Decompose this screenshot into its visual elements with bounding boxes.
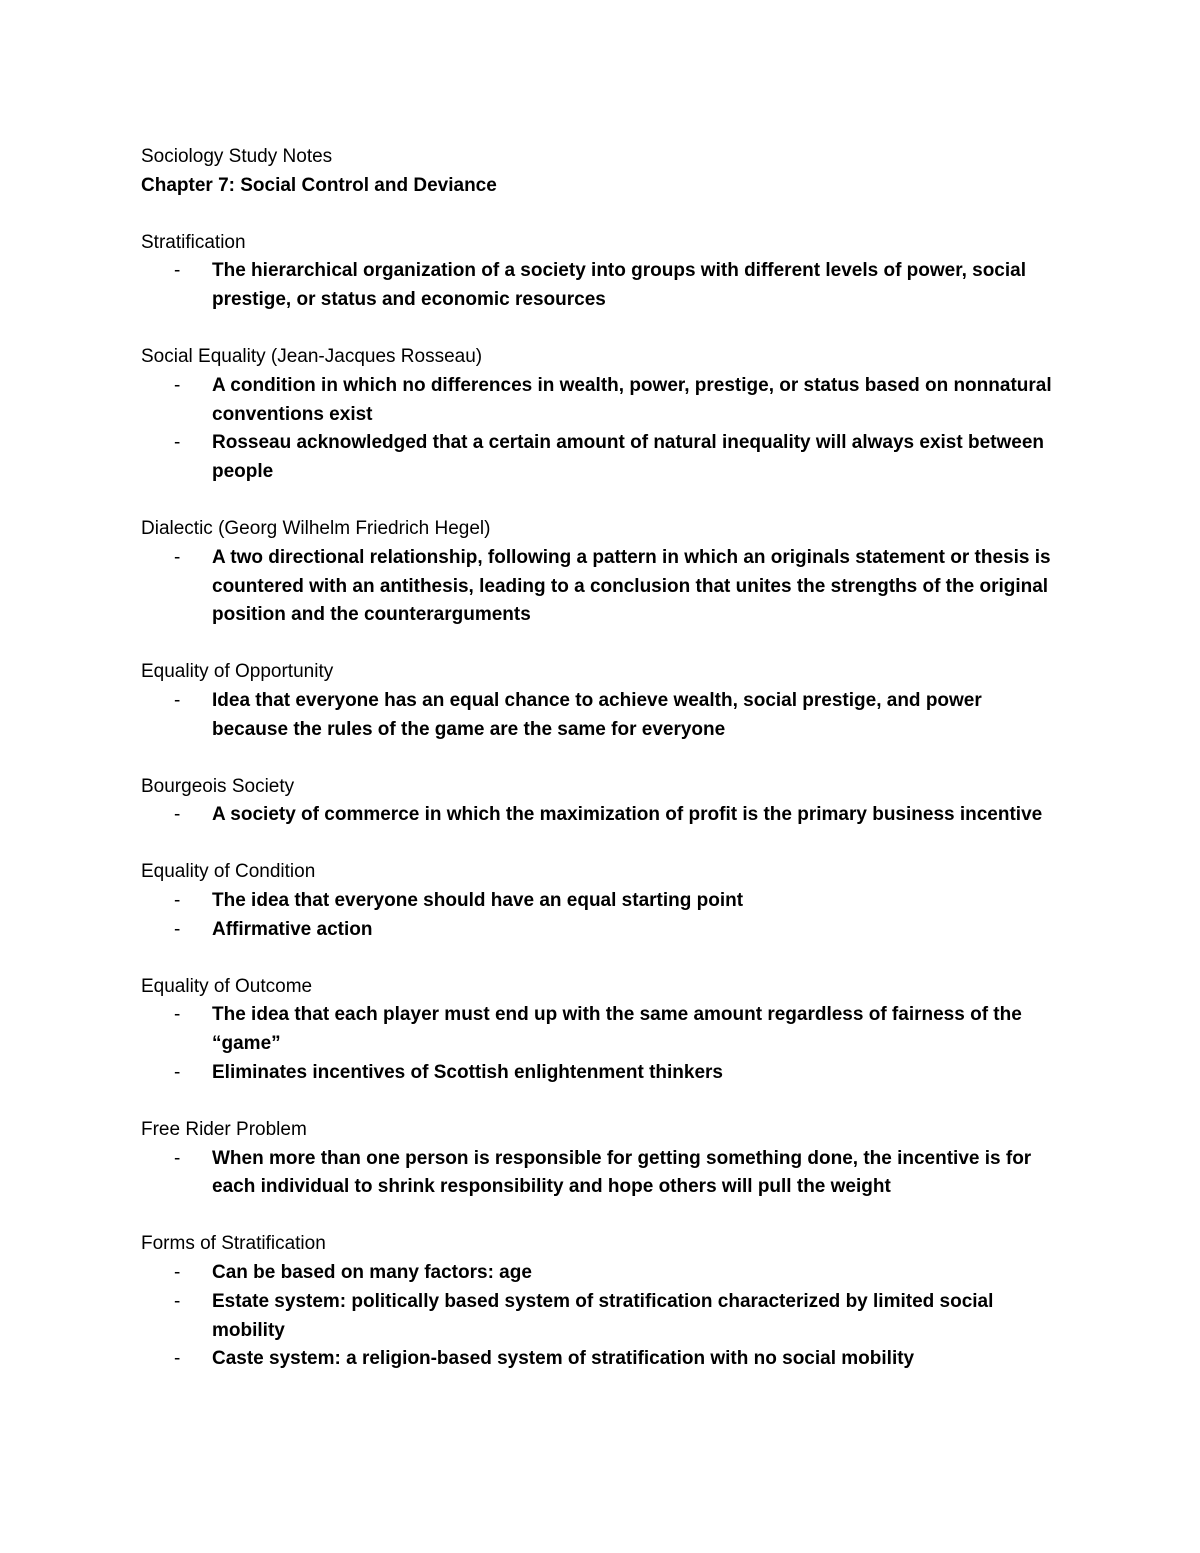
- bullet-text: The idea that each player must end up with the same amount regardless of fairness of the “game”: [212, 1004, 1022, 1055]
- bullet-item: [141, 887, 1061, 916]
- dash-bullet-marker: -: [174, 918, 181, 940]
- bullet-text: Eliminates incentives of Scottish enlightenment thinkers: [212, 1061, 723, 1083]
- dash-bullet-marker: -: [174, 804, 181, 826]
- dash-bullet-marker: -: [174, 1261, 181, 1283]
- bullet-list: [141, 1001, 1061, 1087]
- dash-bullet-marker: -: [174, 1061, 181, 1083]
- bullet-item: [141, 1259, 1061, 1288]
- note-section: [141, 973, 1061, 1088]
- bullet-list: [141, 801, 1061, 830]
- dash-bullet-marker: -: [174, 1348, 181, 1370]
- bullet-list: [141, 544, 1061, 630]
- note-section: [141, 1116, 1061, 1202]
- bullet-item: [141, 1145, 1061, 1203]
- bullet-text: Can be based on many factors: age: [212, 1261, 532, 1283]
- section-heading: Free Rider Problem: [141, 1118, 307, 1140]
- note-section: [141, 1230, 1061, 1374]
- section-heading: Dialectic (Georg Wilhelm Friedrich Hegel): [141, 517, 491, 539]
- notes-sections: [141, 229, 1061, 1375]
- section-heading: Stratification: [141, 231, 246, 253]
- chapter-title: Chapter 7: Social Control and Deviance: [141, 174, 497, 196]
- bullet-text: A condition in which no differences in wealth, power, prestige, or status based on nonnatural conventions exist: [212, 374, 1052, 425]
- bullet-text: Caste system: a religion-based system of stratification with no social mobility: [212, 1348, 915, 1370]
- bullet-text: Estate system: politically based system of stratification characterized by limited social mobility: [212, 1290, 994, 1341]
- dash-bullet-marker: -: [174, 374, 181, 396]
- bullet-item: [141, 1345, 1061, 1374]
- bullet-item: [141, 687, 1061, 745]
- dash-bullet-marker: -: [174, 260, 181, 282]
- bullet-list: [141, 372, 1061, 487]
- bullet-text: A society of commerce in which the maximization of profit is the primary business incentive: [212, 804, 1043, 826]
- bullet-text: Idea that everyone has an equal chance to achieve wealth, social prestige, and power because the rules of the game are the same for everyone: [212, 689, 982, 740]
- bullet-item: [141, 1288, 1061, 1346]
- dash-bullet-marker: -: [174, 1004, 181, 1026]
- dash-bullet-marker: -: [174, 1290, 181, 1312]
- note-section: [141, 229, 1061, 315]
- dash-bullet-marker: -: [174, 1147, 181, 1169]
- bullet-item: [141, 372, 1061, 430]
- bullet-text: The hierarchical organization of a society into groups with different levels of power, social prestige, or status and economic resources: [212, 260, 1026, 311]
- bullet-list: [141, 1145, 1061, 1203]
- section-heading: Equality of Outcome: [141, 975, 313, 997]
- note-section: [141, 515, 1061, 630]
- dash-bullet-marker: -: [174, 432, 181, 454]
- bullet-item: [141, 429, 1061, 487]
- bullet-item: [141, 1001, 1061, 1059]
- note-section: [141, 343, 1061, 487]
- dash-bullet-marker: -: [174, 546, 181, 568]
- dash-bullet-marker: -: [174, 689, 181, 711]
- note-section: [141, 773, 1061, 831]
- bullet-item: [141, 916, 1061, 945]
- bullet-list: [141, 257, 1061, 315]
- note-section: [141, 658, 1061, 744]
- document-page: [141, 143, 1061, 1402]
- bullet-text: When more than one person is responsible for getting something done, the incentive is for each individual to shrink responsibility and hope others will pull the weight: [212, 1147, 1032, 1198]
- bullet-list: [141, 887, 1061, 945]
- bullet-item: [141, 544, 1061, 630]
- bullet-text: Rosseau acknowledged that a certain amount of natural inequality will always exist between people: [212, 432, 1045, 483]
- document-header: [141, 143, 1061, 201]
- section-heading: Equality of Opportunity: [141, 661, 334, 683]
- note-section: [141, 858, 1061, 944]
- section-heading: Social Equality (Jean-Jacques Rosseau): [141, 345, 483, 367]
- section-heading: Equality of Condition: [141, 861, 316, 883]
- bullet-list: [141, 1259, 1061, 1374]
- section-heading: Forms of Stratification: [141, 1233, 326, 1255]
- section-heading: Bourgeois Society: [141, 775, 295, 797]
- document-title: Sociology Study Notes: [141, 146, 333, 167]
- bullet-text: A two directional relationship, following a pattern in which an originals statement or thesis is countered with an antithesis, leading to a conclusion that unites the strengths of the original position and the counterarguments: [212, 546, 1051, 626]
- bullet-list: [141, 687, 1061, 745]
- bullet-item: [141, 257, 1061, 315]
- bullet-text: Affirmative action: [212, 918, 373, 940]
- dash-bullet-marker: -: [174, 889, 181, 911]
- bullet-text: The idea that everyone should have an equal starting point: [212, 889, 744, 911]
- bullet-item: [141, 801, 1061, 830]
- bullet-item: [141, 1059, 1061, 1088]
